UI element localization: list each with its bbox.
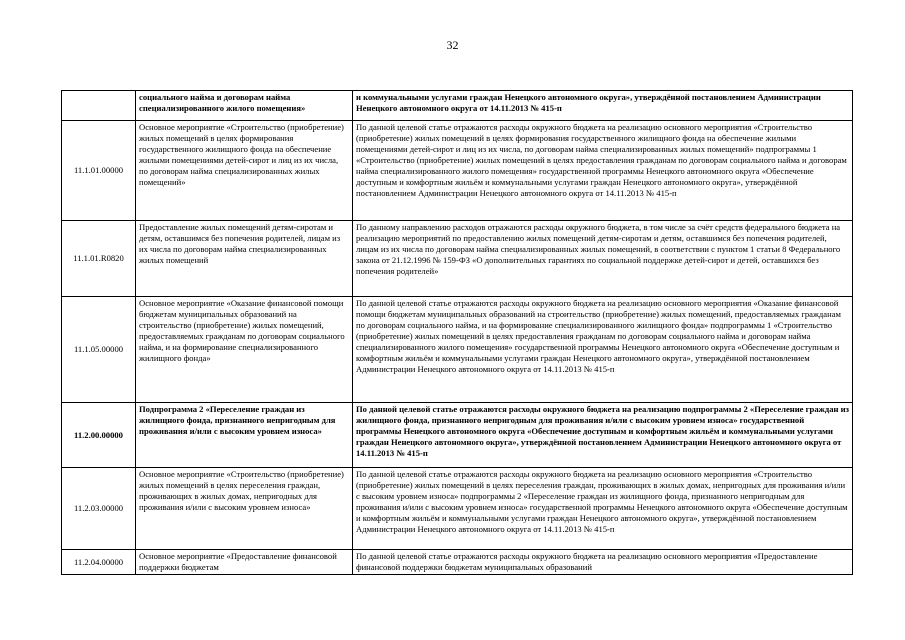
item-name-cell: Предоставление жилых помещений детям-сиротам и детям, оставшимся без попечения родителей, лицам из их числа по договорам найма специализированных жилых помещений <box>136 221 353 297</box>
table-row <box>62 91 853 121</box>
table-row <box>62 221 853 297</box>
page-number: 32 <box>446 38 459 52</box>
table-row <box>62 468 853 550</box>
target-code-cell: 11.1.05.00000 <box>62 297 136 403</box>
target-code-cell: 11.1.01.00000 <box>62 121 136 221</box>
item-name-cell: Подпрограмма 2 «Переселение граждан из жилищного фонда, признанного непригодным для проживания и/или с высоким уровнем износа» <box>136 403 353 468</box>
target-code-cell: 11.2.03.00000 <box>62 468 136 550</box>
item-description-cell: и коммунальными услугами граждан Ненецкого автономного округа», утверждённой постановлением Администрации Ненецкого автономного округа от 14.11.2013 № 415-п <box>353 91 853 121</box>
table-row <box>62 121 853 221</box>
item-description-cell: По данной целевой статье отражаются расходы окружного бюджета на реализацию основного мероприятия «Строительство (приобретение) жилых помещений в целях формирования государственного жилищного фонда на обеспечение жилыми помещениями детей-сирот и лиц из их числа, по договорам найма специализированных жилых помещений» подпрограммы 1 «Строительство (приобретение) жилых помещений в целях предоставления гражданам по договорам социального найма и договорам найма специализированного жилого помещения» государственной программы Ненецкого автономного округа «Обеспечение доступным и комфортным жильём и коммунальными услугами граждан Ненецкого автономного округа», утверждённой постановлением Администрации Ненецкого автономного округа от 14.11.2013 № 415-п <box>353 121 853 221</box>
item-description-cell: По данному направлению расходов отражаются расходы окружного бюджета, в том числе за счёт средств федерального бюджета на реализацию мероприятий по предоставлению жилых помещений детям-сиротам и детям, оставшимся без попечения родителей, лицам из их числа по договорам найма специализированных жилых помещений, в соответствии с пунктом 1 статьи 8 Федерального закона от 21.12.1996 № 159-ФЗ «О дополнительных гарантиях по социальной поддержке детей-сирот и детей, оставшихся без попечения родителей» <box>353 221 853 297</box>
table-row <box>62 403 853 468</box>
target-code-cell: 11.2.04.00000 <box>62 550 136 575</box>
item-name-cell: Основное мероприятие «Строительство (приобретение) жилых помещений в целях формирования государственного жилищного фонда на обеспечение жилыми помещениями детей-сирот и лиц из их числа, по договорам найма специализированных жилых помещений» <box>136 121 353 221</box>
target-code-cell: 11.1.01.R0820 <box>62 221 136 297</box>
item-description-cell: По данной целевой статье отражаются расходы окружного бюджета на реализацию основного мероприятия «Строительство (приобретение) жилых помещений в целях переселения граждан, проживающих в жилых домах, непригодных для проживания и/или с высоким уровнем износа» подпрограммы 2 «Переселение граждан из жилищного фонда, признанного непригодным для проживания и/или с высоким уровнем износа» государственной программы Ненецкого автономного округа «Обеспечение доступным и комфортным жильём и коммунальными услугами граждан Ненецкого автономного округа», утверждённой постановлением Администрации Ненецкого автономного округа от 14.11.2013 № 415-п <box>353 468 853 550</box>
item-name-cell: Основное мероприятие «Строительство (приобретение) жилых помещений в целях переселения граждан, проживающих в жилых домах, непригодных для проживания и/или с высоким уровнем износа» <box>136 468 353 550</box>
target-code-cell: 11.2.00.00000 <box>62 403 136 468</box>
item-description-cell: По данной целевой статье отражаются расходы окружного бюджета на реализацию основного мероприятия «Оказание финансовой помощи бюджетам муниципальных образований на строительство (приобретение) жилых помещений, предоставляемых гражданам по договорам социального найма, и на формирование специализированного жилищного фонда» подпрограммы 1 «Строительство (приобретение) жилых помещений в целях предоставления гражданам по договорам социального найма и договорам найма специализированного жилого помещения» государственной программы Ненецкого автономного округа «Обеспечение доступным и комфортным жильём и коммунальными услугами граждан Ненецкого автономного округа», утверждённой постановлением Администрации Ненецкого автономного округа от 14.11.2013 № 415-п <box>353 297 853 403</box>
item-description-cell: По данной целевой статье отражаются расходы окружного бюджета на реализацию подпрограммы 2 «Переселение граждан из жилищного фонда, признанного непригодным для проживания и/или с высоким уровнем износа» государственной программы Ненецкого автономного округа «Обеспечение доступным и комфортным жильём и коммунальными услугами граждан Ненецкого автономного округа», утверждённой постановлением Администрации Ненецкого автономного округа от 14.11.2013 № 415-п <box>353 403 853 468</box>
table-row <box>62 297 853 403</box>
item-description-cell: По данной целевой статье отражаются расходы окружного бюджета на реализацию основного мероприятия «Предоставление финансовой поддержки бюджетам муниципальных образований <box>353 550 853 575</box>
target-code-cell <box>62 91 136 121</box>
item-name-cell: Основное мероприятие «Оказание финансовой помощи бюджетам муниципальных образований на строительство (приобретение) жилых помещений, предоставляемых гражданам по договорам социального найма, и на формирование специализированного жилищного фонда» <box>136 297 353 403</box>
budget-classification-table <box>61 90 853 575</box>
item-name-cell: Основное мероприятие «Предоставление финансовой поддержки бюджетам <box>136 550 353 575</box>
table-row <box>62 550 853 575</box>
item-name-cell: социального найма и договорам найма специализированного жилого помещения» <box>136 91 353 121</box>
